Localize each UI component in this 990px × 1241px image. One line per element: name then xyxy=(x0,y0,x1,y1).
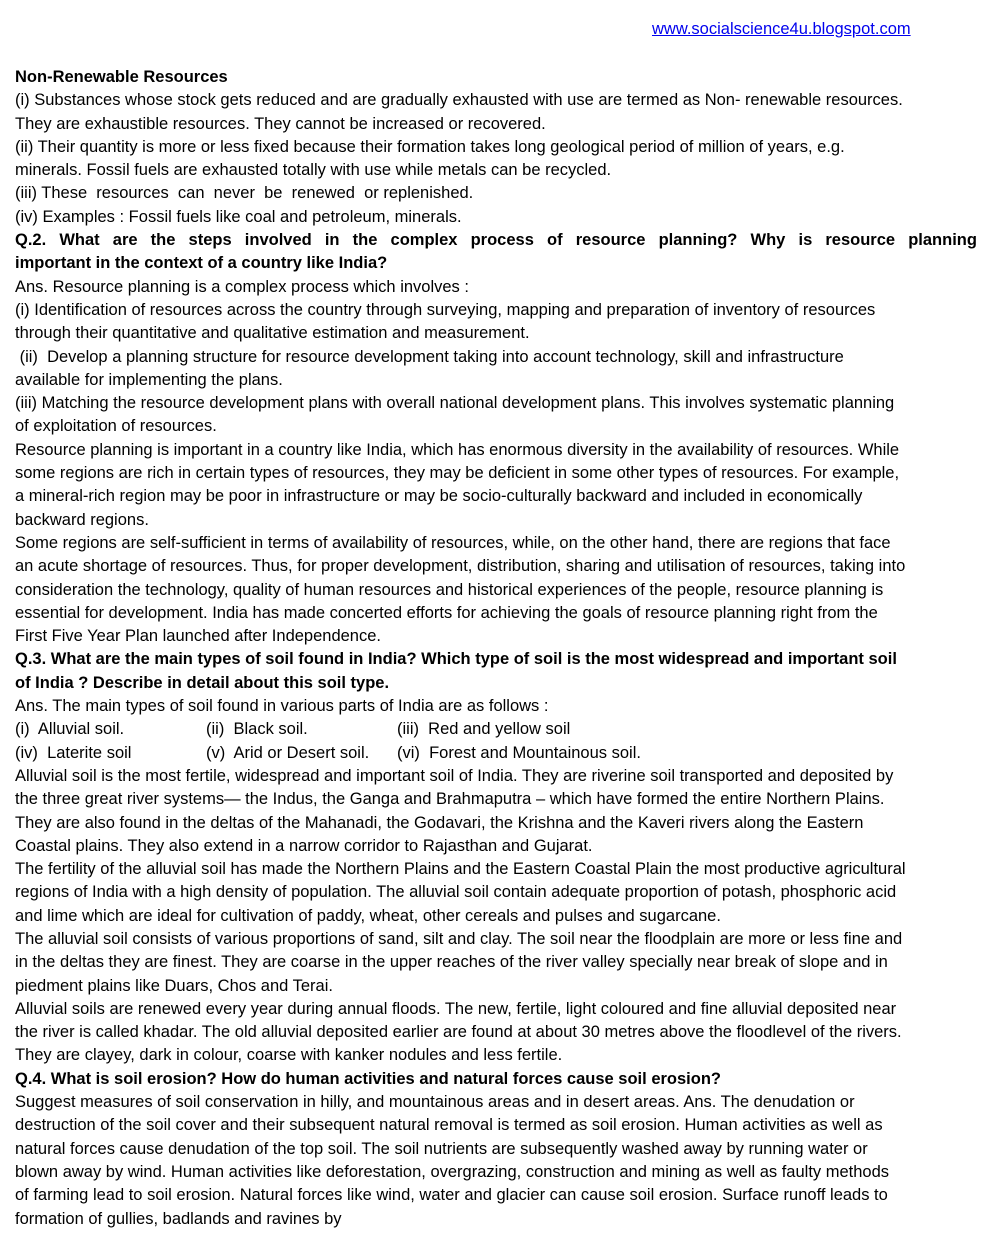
answer-line: and lime which are ideal for cultivation of paddy, wheat, other cereals and pulses and sugarcane. xyxy=(15,906,721,925)
answer-line: piedment plains like Duars, Chos and Terai. xyxy=(15,976,333,995)
answer-line: First Five Year Plan launched after Independence. xyxy=(15,627,381,646)
answer-line: Resource planning is important in a country like India, which has enormous diversity in the availability of resources. While xyxy=(15,440,900,459)
answer-line: through their quantitative and qualitative estimation and measurement. xyxy=(15,324,530,343)
soil-type: (vi) Forest and Mountainous soil. xyxy=(397,743,641,762)
word: in xyxy=(324,231,340,250)
word: resource xyxy=(575,231,646,250)
answer-line: in the deltas they are finest. They are coarse in the upper reaches of the river valley specially near break of slope and in xyxy=(15,953,888,972)
answer-line: a mineral-rich region may be poor in infrastructure or may be socio-culturally backward and included in economically xyxy=(15,487,863,506)
question-line xyxy=(15,229,977,252)
answer-line: of farming lead to soil erosion. Natural forces like wind, water and glacier can cause soil erosion. Surface runoff leads to xyxy=(15,1186,888,1205)
word: resource xyxy=(825,231,896,250)
answer-line: They are clayey, dark in colour, coarse with kanker nodules and less fertile. xyxy=(15,1046,563,1065)
question-line: Q.4. What is soil erosion? How do human activities and natural forces cause soil erosion? xyxy=(15,1069,721,1088)
answer-line: Alluvial soils are renewed every year during annual floods. The new, fertile, light coloured and fine alluvial deposited near xyxy=(15,999,897,1018)
soil-type: (ii) Black soil. xyxy=(206,720,308,739)
word: of xyxy=(547,231,563,250)
answer-line: (ii) Develop a planning structure for resource development taking into account technology, skill and infrastructure xyxy=(15,347,844,366)
question-line: of India ? Describe in detail about this soil type. xyxy=(15,673,390,692)
word: planning xyxy=(908,231,977,250)
answer-line: Coastal plains. They also extend in a narrow corridor to Rajasthan and Gujarat. xyxy=(15,836,593,855)
word: is xyxy=(798,231,813,250)
section-heading: Non-Renewable Resources xyxy=(15,68,228,86)
answer-line: (i) Identification of resources across the country through surveying, mapping and preparation of inventory of resources xyxy=(15,300,876,319)
answer-line: an acute shortage of resources. Thus, for proper development, distribution, sharing and utilisation of resources, taking into xyxy=(15,557,906,576)
soil-type: (i) Alluvial soil. xyxy=(15,720,125,739)
word: Why xyxy=(750,231,786,250)
answer-line: natural forces cause denudation of the top soil. The soil nutrients are subsequently washed away by running water or xyxy=(15,1139,868,1158)
word: the xyxy=(352,231,378,250)
answer-line: Ans. Resource planning is a complex process which involves : xyxy=(15,277,469,296)
question-line: Q.3. What are the main types of soil found in India? Which type of soil is the most widespread and important soil xyxy=(15,650,897,669)
answer-line: available for implementing the plans. xyxy=(15,370,283,389)
word: Q.2. xyxy=(15,231,47,250)
answer-line: The alluvial soil consists of various proportions of sand, silt and clay. The soil near the floodplain are more or less fine and xyxy=(15,929,903,948)
answer-line: regions of India with a high density of population. The alluvial soil contain adequate proportion of potash, phosphoric acid xyxy=(15,883,897,902)
answer-line: consideration the technology, quality of human resources and historical experiences of the people, resource planning is xyxy=(15,580,884,599)
text-line: They are exhaustible resources. They cannot be increased or recovered. xyxy=(15,114,546,133)
soil-types-row xyxy=(15,742,977,765)
word: What xyxy=(59,231,100,250)
soil-type: (iv) Laterite soil xyxy=(15,743,132,762)
word: planning? xyxy=(658,231,738,250)
page-content xyxy=(15,66,977,1231)
soil-type: (v) Arid or Desert soil. xyxy=(206,743,370,762)
text-line: (i) Substances whose stock gets reduced and are gradually exhausted with use are termed as Non- renewable resources. xyxy=(15,91,903,110)
answer-line: essential for development. India has made concerted efforts for achieving the goals of resource planning right from the xyxy=(15,603,878,622)
site-link[interactable]: www.socialscience4u.blogspot.com xyxy=(652,20,911,38)
answer-line: blown away by wind. Human activities like deforestation, overgrazing, construction and mining as well as faulty methods xyxy=(15,1162,890,1181)
question-line: important in the context of a country like India? xyxy=(15,254,388,273)
soil-types-row xyxy=(15,718,977,741)
answer-line: backward regions. xyxy=(15,510,149,529)
text-line: (iii) These resources can never be renewed or replenished. xyxy=(15,184,474,203)
answer-line: Ans. The main types of soil found in various parts of India are as follows : xyxy=(15,697,549,716)
answer-line: They are also found in the deltas of the Mahanadi, the Godavari, the Krishna and the Kaveri rivers along the Eastern xyxy=(15,813,864,832)
answer-line: Suggest measures of soil conservation in hilly, and mountainous areas and in desert areas. Ans. The denudation or xyxy=(15,1093,855,1112)
answer-line: the three great river systems— the Indus, the Ganga and Brahmaputra – which have formed the entire Northern Plains. xyxy=(15,790,885,809)
answer-line: destruction of the soil cover and their subsequent natural removal is termed as soil erosion. Human activities as well as xyxy=(15,1116,883,1135)
answer-line: Alluvial soil is the most fertile, widespread and important soil of India. They are riverine soil transported and deposited by xyxy=(15,766,894,785)
answer-line: of exploitation of resources. xyxy=(15,417,217,436)
text-line: minerals. Fossil fuels are exhausted totally with use while metals can be recycled. xyxy=(15,161,612,180)
word: are xyxy=(112,231,138,250)
answer-line: Some regions are self-sufficient in terms of availability of resources, while, on the other hand, there are regions that face xyxy=(15,533,891,552)
answer-line: some regions are rich in certain types of resources, they may be deficient in some other types of resources. For example, xyxy=(15,464,900,483)
soil-type: (iii) Red and yellow soil xyxy=(397,720,571,739)
answer-line: (iii) Matching the resource development plans with overall national development plans. This involves systematic planning xyxy=(15,394,895,413)
answer-line: formation of gullies, badlands and ravines by xyxy=(15,1209,342,1228)
answer-line: The fertility of the alluvial soil has made the Northern Plains and the Eastern Coastal Plain the most productive agricultural xyxy=(15,860,906,879)
text-line: (iv) Examples : Fossil fuels like coal and petroleum, minerals. xyxy=(15,207,462,226)
word: complex xyxy=(390,231,458,250)
word: involved xyxy=(244,231,312,250)
word: process xyxy=(470,231,534,250)
text-line: (ii) Their quantity is more or less fixed because their formation takes long geological period of million of years, e.g. xyxy=(15,137,845,156)
word: steps xyxy=(188,231,232,250)
answer-line: the river is called khadar. The old alluvial deposited earlier are found at about 30 metres above the floodlevel of the rivers. xyxy=(15,1023,902,1042)
word: the xyxy=(150,231,176,250)
